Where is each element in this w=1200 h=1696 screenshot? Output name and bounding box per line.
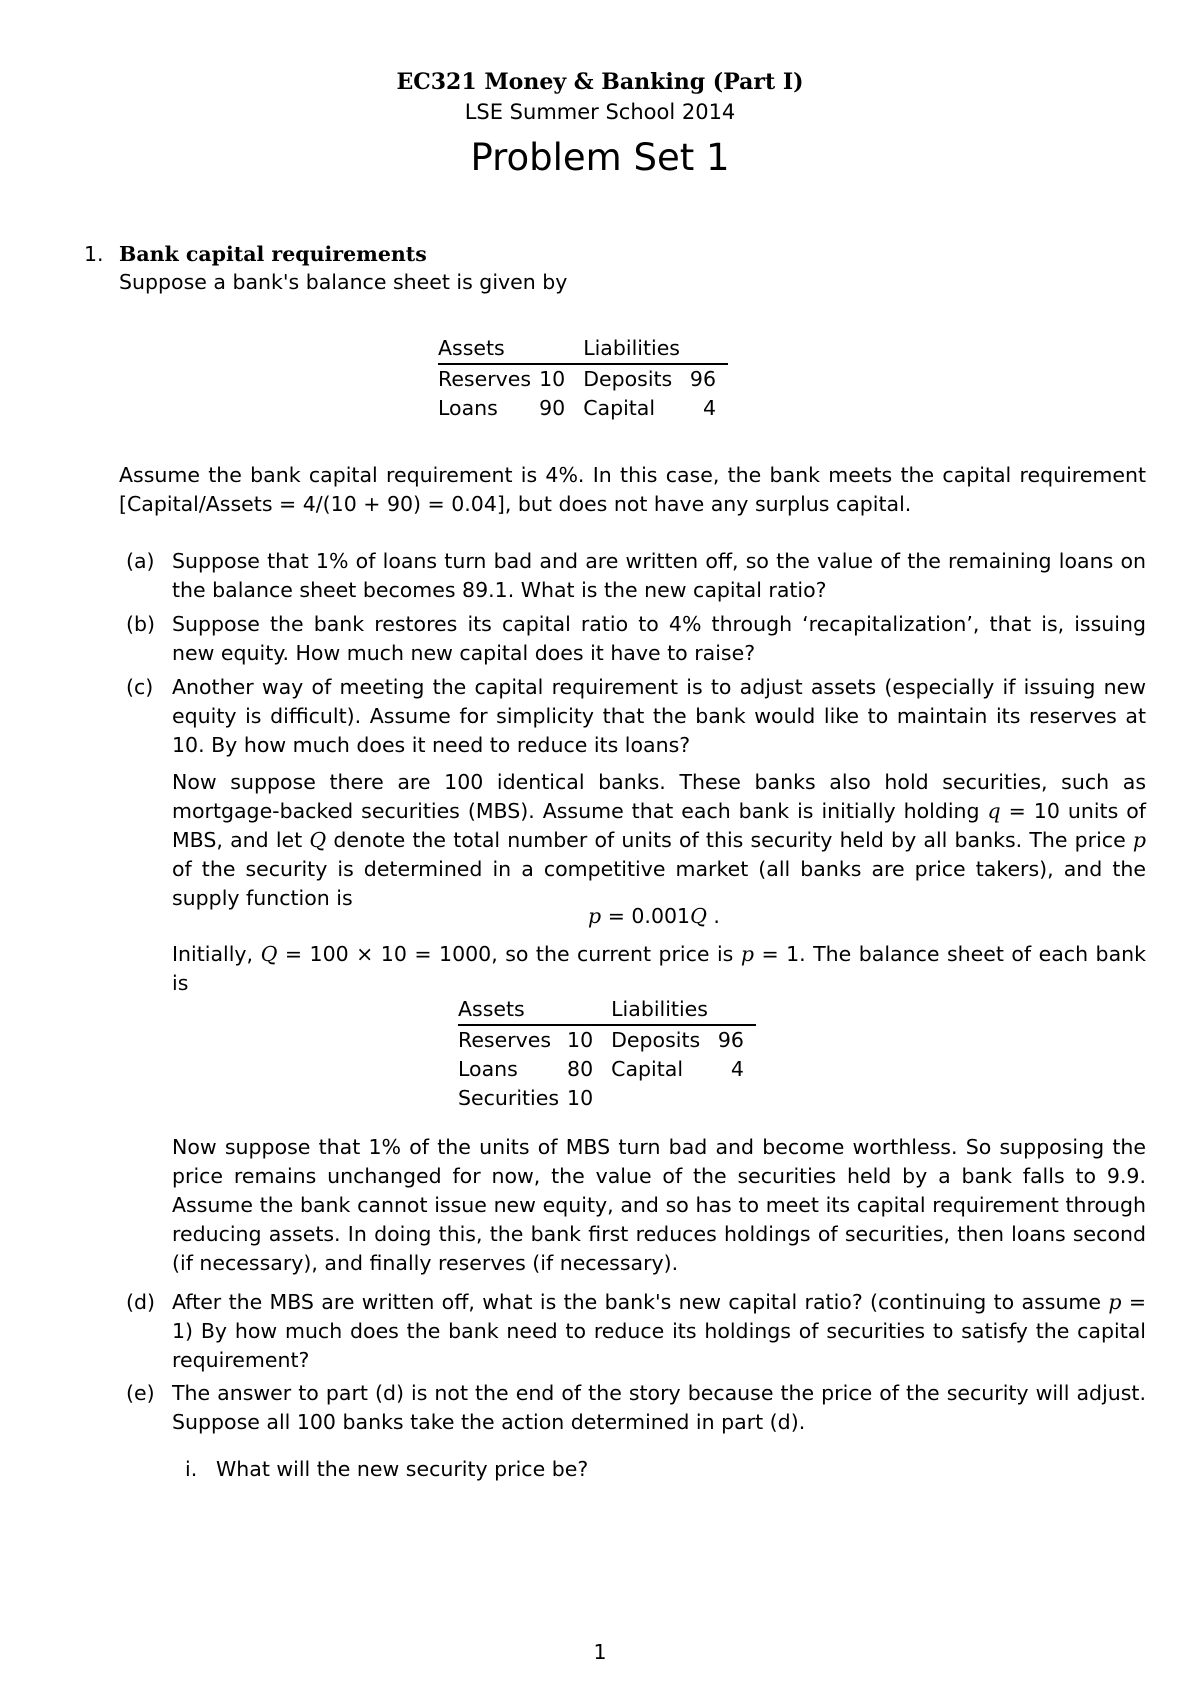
cell-asset-name: Loans [458, 1057, 518, 1081]
cell-asset-value: 90 [539, 396, 566, 420]
course-title: EC321 Money & Banking (Part I) [396, 69, 804, 95]
header-liabilities: Liabilities [611, 995, 716, 1025]
intro-text: Suppose a bank's balance sheet is given by [119, 270, 568, 294]
cell-liability-value: 96 [717, 1028, 744, 1052]
table-row [458, 1084, 756, 1113]
cell-liability-value: 4 [702, 396, 716, 420]
part-e-text: The answer to part (d) is not the end of the story because the price of the security will adjust. Suppose all 100 banks take the action determined in part (d). [172, 1381, 1146, 1434]
balance-sheet-table-2 [458, 995, 756, 1113]
table-row [458, 1025, 756, 1055]
assumption-paragraph: Assume the bank capital requirement is 4%. In this case, the bank meets the capital requirement [Capital/Assets = 4/(10 + 90) = 0.04], but does not have any surplus capital. [119, 463, 1146, 516]
part-a-text: Suppose that 1% of loans turn bad and are written off, so the value of the remaining loans on the balance sheet becomes 89.1. What is the new capital ratio? [172, 549, 1146, 602]
header-blank [688, 334, 728, 364]
table-row [438, 364, 728, 394]
math-var-q: q [987, 799, 1001, 823]
cell-liability-value: 4 [730, 1057, 744, 1081]
page-title: Problem Set 1 [470, 136, 730, 179]
header-blank [539, 334, 583, 364]
cell-liability-name: Deposits [611, 1028, 701, 1052]
initial-paragraph: Initially, Q = 100 × 10 = 1000, so the current price is p = 1. The balance sheet of each bank is [172, 942, 1146, 995]
header-liabilities: Liabilities [583, 334, 688, 364]
cell-asset-value: 10 [539, 367, 566, 391]
cell-liability-name: Capital [611, 1057, 684, 1081]
header-blank [567, 995, 611, 1025]
cell-asset-name: Loans [438, 396, 498, 420]
table-header-row [438, 334, 728, 364]
cell-liability-name: Capital [583, 396, 656, 420]
writeoff-paragraph: Now suppose that 1% of the units of MBS turn bad and become worthless. So supposing the price remains unchanged for now, the value of the securities held by a bank falls to 9.9. Assume the bank cannot issue new equity, and so has to meet its capital requirement through reducing assets. In doing this, the bank first reduces holdings of securities, then loans second (if necessary), and finally reserves (if necessary). [172, 1135, 1146, 1275]
mbs-setup-paragraph: Now suppose there are 100 identical banks. These banks also hold securities, such as mortgage-backed securities (MBS). Assume that each bank is initially holding q = 10 units of MBS, and let Q denote the total number of units of this security held by all banks. The price p of the security is determined in a competitive market (all banks are price takers), and the supply function is [172, 770, 1146, 910]
part-b-label: (b) [126, 612, 156, 636]
question-number: 1. [84, 242, 104, 266]
supply-equation: p = 0.001Q . [588, 904, 720, 928]
part-d-label: (d) [126, 1290, 156, 1314]
cell-liability-name: Deposits [583, 367, 673, 391]
header-assets: Assets [458, 995, 567, 1025]
part-c-label: (c) [126, 675, 154, 699]
cell-asset-name: Reserves [438, 367, 532, 391]
header-blank [716, 995, 756, 1025]
math-var-p: p [1132, 828, 1146, 852]
table-row [438, 394, 728, 423]
cell-liability-value: 96 [689, 367, 716, 391]
cell-asset-name: Securities [458, 1086, 560, 1110]
page-number: 1 [593, 1640, 607, 1664]
header-assets: Assets [438, 334, 539, 364]
question-title: Bank capital requirements [119, 242, 427, 266]
part-e-label: (e) [126, 1381, 155, 1405]
balance-sheet-table-1 [438, 334, 728, 423]
math-var-Q: Q [309, 828, 327, 852]
sub-i-label: i. [185, 1457, 198, 1481]
cell-liability-name [611, 1084, 716, 1113]
cell-asset-value: 10 [567, 1028, 594, 1052]
part-d-text: After the MBS are written off, what is the bank's new capital ratio? (continuing to assume p = 1) By how much does the bank need to reduce its holdings of securities to satisfy the capital requirement? [172, 1290, 1146, 1372]
cell-asset-value: 10 [567, 1086, 594, 1110]
table-row [458, 1055, 756, 1084]
part-c-text: Another way of meeting the capital requirement is to adjust assets (especially if issuing new equity is difficult). Assume for simplicity that the bank would like to maintain its reserves at 10. By how much does it need to reduce its loans? [172, 675, 1146, 757]
cell-liability-value [716, 1084, 756, 1113]
school-name: LSE Summer School 2014 [464, 100, 736, 124]
part-a-label: (a) [126, 549, 155, 573]
cell-asset-value: 80 [567, 1057, 594, 1081]
table-header-row [458, 995, 756, 1025]
cell-asset-name: Reserves [458, 1028, 552, 1052]
sub-i-text: What will the new security price be? [216, 1457, 589, 1481]
part-b-text: Suppose the bank restores its capital ratio to 4% through ‘recapitalization’, that is, issuing new equity. How much new capital does it have to raise? [172, 612, 1146, 665]
